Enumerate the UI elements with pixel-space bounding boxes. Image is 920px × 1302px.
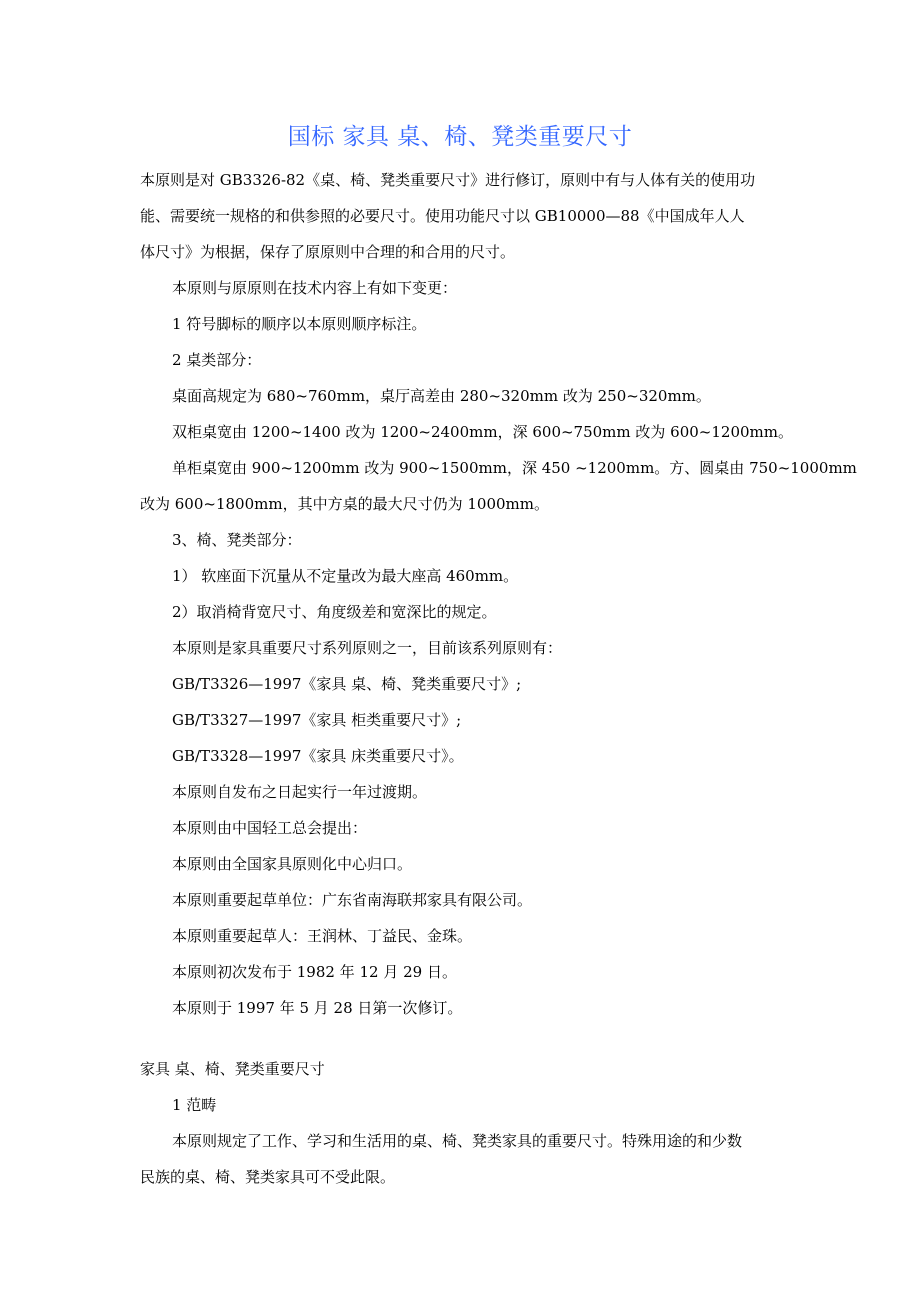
document-title: 国标 家具 桌、椅、凳类重要尺寸	[287, 124, 633, 150]
scope-paragraph	[140, 1123, 800, 1195]
desk-height-text: 桌面高规定为 680~760mm，桌厅高差由 280~320mm 改为 250~320mm。	[172, 387, 711, 405]
change-item-3-2: 2）取消椅背宽尺寸、角度级差和宽深比的规定。	[172, 603, 497, 621]
single-desk-paragraph	[140, 450, 857, 522]
scope-line: 民族的桌、椅、凳类家具可不受此限。	[140, 1168, 396, 1186]
change-item-3-1: 1） 软座面下沉量从不定量改为最大座高 460mm。	[172, 567, 519, 585]
series-item-1: GB/T3326—1997《家具 桌、椅、凳类重要尺寸》;	[172, 675, 522, 693]
single-desk-line: 单柜桌宽由 900~1200mm 改为 900~1500mm，深 450 ~1200mm。方、圆桌由 750~1000mm	[172, 459, 857, 477]
series-intro: 本原则是家具重要尺寸系列原则之一，目前该系列原则有：	[172, 639, 563, 657]
section-title: 家具 桌、椅、凳类重要尺寸	[140, 1060, 325, 1078]
transition-period: 本原则自发布之日起实行一年过渡期。	[172, 783, 428, 801]
single-desk-line: 改为 600~1800mm，其中方桌的最大尺寸仍为 1000mm。	[140, 495, 549, 513]
drafters: 本原则重要起草人：王润林、丁益民、金珠。	[172, 927, 473, 945]
double-desk-text: 双柜桌宽由 1200~1400 改为 1200~2400mm，深 600~750mm 改为 600~1200mm。	[172, 423, 793, 441]
intro-line: 能、需要统一规格的和供参照的必要尺寸。使用功能尺寸以 GB10000—88《中国成年人人	[140, 207, 745, 225]
drafting-unit: 本原则重要起草单位：广东省南海联邦家具有限公司。	[172, 891, 533, 909]
intro-paragraph	[140, 162, 800, 270]
proposed-by: 本原则由中国轻工总会提出：	[172, 819, 368, 837]
change-item-3-heading: 3、椅、凳类部分：	[172, 531, 302, 549]
series-item-3: GB/T3328—1997《家具 床类重要尺寸》。	[172, 747, 464, 765]
managed-by: 本原则由全国家具原则化中心归口。	[172, 855, 413, 873]
scope-heading: 1 范畴	[172, 1096, 217, 1114]
intro-line: 本原则是对 GB3326-82《桌、椅、凳类重要尺寸》进行修订，原则中有与人体有关的使用功	[140, 171, 756, 189]
change-item-2-heading: 2 桌类部分：	[172, 351, 262, 369]
scope-line: 本原则规定了工作、学习和生活用的桌、椅、凳类家具的重要尺寸。特殊用途的和少数	[172, 1132, 743, 1150]
changes-intro: 本原则与原原则在技术内容上有如下变更：	[172, 279, 458, 297]
first-published: 本原则初次发布于 1982 年 12 月 29 日。	[172, 963, 457, 981]
change-item-1: 1 符号脚标的顺序以本原则顺序标注。	[172, 315, 427, 333]
revision-date: 本原则于 1997 年 5 月 28 日第一次修订。	[172, 999, 463, 1017]
intro-line: 体尺寸》为根据，保存了原原则中合理的和合用的尺寸。	[140, 243, 516, 261]
series-item-2: GB/T3327—1997《家具 柜类重要尺寸》;	[172, 711, 462, 729]
